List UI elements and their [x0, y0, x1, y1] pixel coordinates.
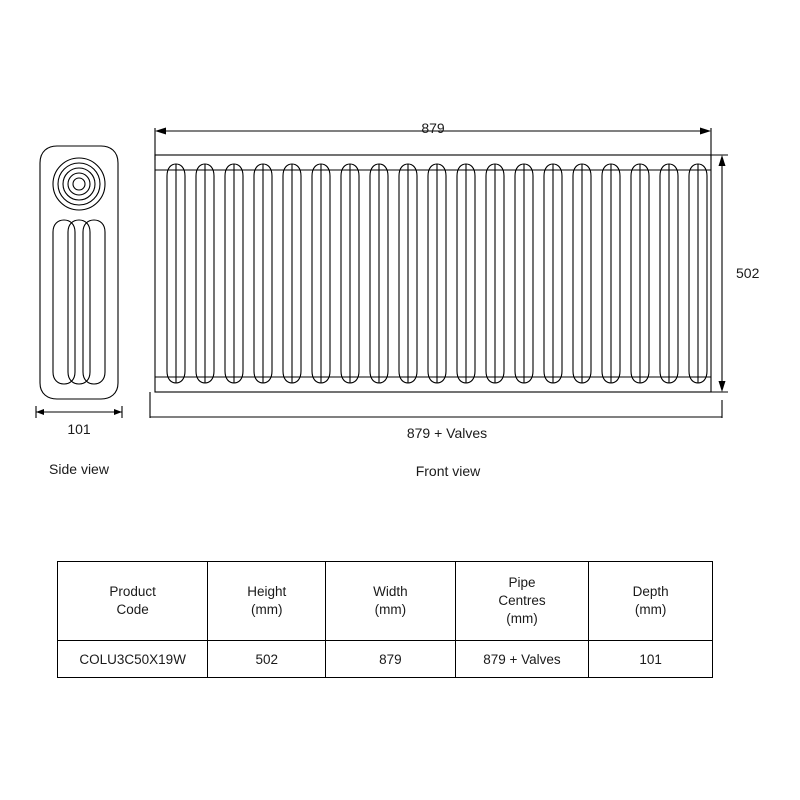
table-header-depth — [589, 562, 713, 641]
header-line-3: (mm) — [506, 611, 538, 627]
table-header-row — [58, 562, 713, 641]
cell-height: 502 — [208, 641, 326, 678]
side-view-caption: Side view — [49, 461, 109, 477]
side-view-radiator — [40, 146, 118, 399]
front-view-columns — [167, 164, 707, 383]
header-line-1: Product — [109, 583, 156, 599]
header-line-1: Pipe — [508, 574, 536, 590]
specification-table — [57, 561, 713, 678]
table-header-pipe-centres — [455, 562, 589, 641]
cell-pipe-centres: 879 + Valves — [455, 641, 589, 678]
side-view-width-dimension — [36, 406, 122, 418]
right-height-dimension — [705, 155, 728, 392]
right-dimension-label: 502 — [736, 265, 760, 281]
front-view-radiator — [155, 155, 711, 392]
header-line-1: Width — [373, 583, 408, 599]
front-view-caption: Front view — [415, 463, 481, 479]
cell-product-code: COLU3C50X19W — [58, 641, 208, 678]
cell-width: 879 — [326, 641, 456, 678]
table-header-height — [208, 562, 326, 641]
table-header-product-code — [58, 562, 208, 641]
header-line-2: Code — [116, 602, 149, 617]
bottom-dimension-label: 879 + Valves — [406, 425, 488, 441]
header-line-1: Depth — [632, 583, 669, 599]
side-dimension-label: 101 — [67, 421, 91, 437]
table-row — [58, 641, 713, 678]
header-line-2: (mm) — [634, 602, 667, 617]
header-line-1: Height — [247, 583, 287, 599]
header-line-2: Centres — [498, 592, 546, 608]
header-line-2: (mm) — [250, 602, 283, 617]
header-line-2: (mm) — [374, 602, 407, 617]
cell-depth: 101 — [589, 641, 713, 678]
bottom-pipe-centres-dimension — [150, 392, 722, 418]
top-dimension-label: 879 — [421, 120, 445, 136]
table-header-width — [326, 562, 456, 641]
